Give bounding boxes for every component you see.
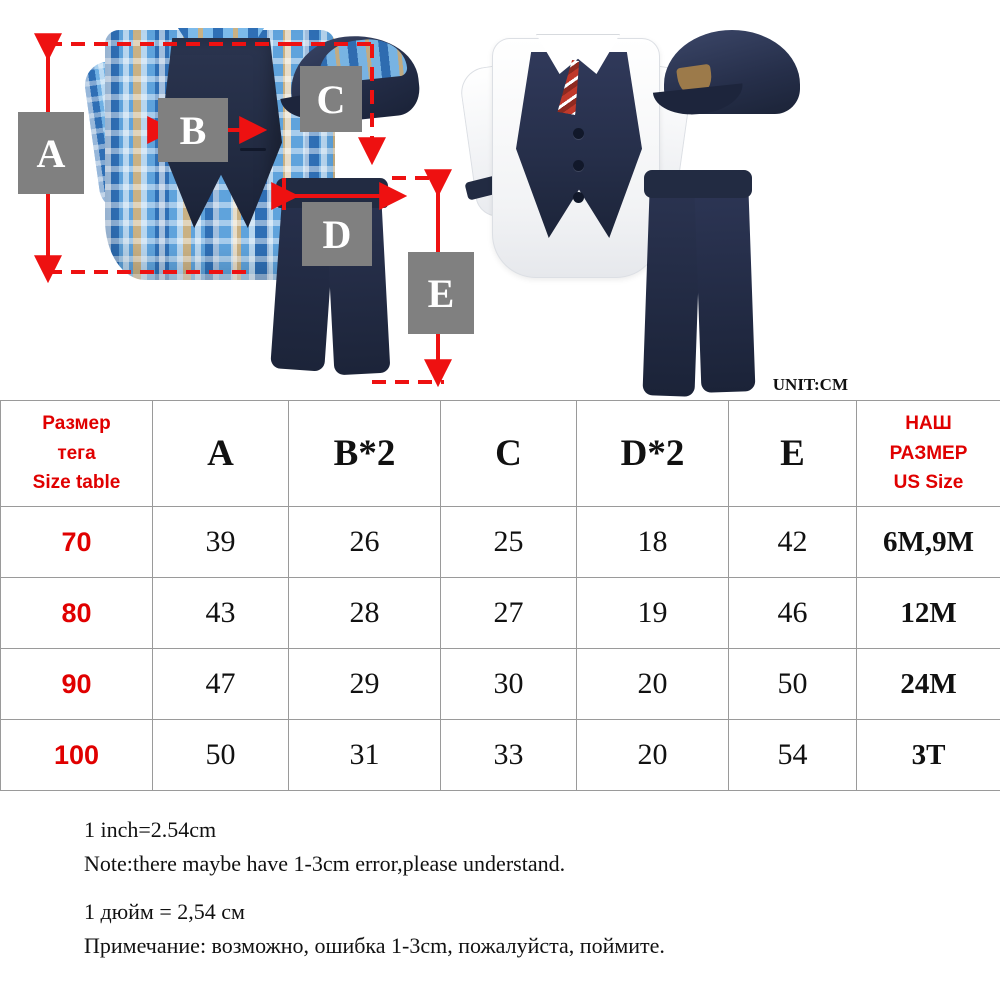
cell-c: 25 [441, 507, 577, 578]
header-col-b2: B*2 [289, 401, 441, 507]
unit-label: UNIT:CM [772, 375, 848, 394]
vest-pocket-right [240, 148, 266, 151]
pants-right-leg-right [695, 191, 756, 393]
table-header-row [1, 401, 1000, 507]
header-size-tag [1, 401, 153, 507]
cell-us-size: 24M [857, 649, 1000, 720]
vest-button-1 [573, 128, 584, 139]
cell-size-tag: 100 [1, 720, 153, 791]
vest-button-2 [573, 160, 584, 171]
measure-tag-d: D [302, 202, 372, 266]
cell-c: 27 [441, 578, 577, 649]
size-table [0, 400, 1000, 791]
cell-e: 42 [729, 507, 857, 578]
cell-d2: 20 [577, 720, 729, 791]
note-error-ru: Примечание: возможно, ошибка 1-3cm, пожалуйста, поймите. [84, 933, 665, 959]
cell-size-tag: 70 [1, 507, 153, 578]
header-size-tag-ru-2: тега [57, 442, 96, 464]
cell-c: 30 [441, 649, 577, 720]
cell-d2: 20 [577, 649, 729, 720]
header-size-table-en: Size table [32, 472, 121, 494]
header-us-size [857, 401, 1000, 507]
cell-e: 54 [729, 720, 857, 791]
cell-us-size: 12M [857, 578, 1000, 649]
measure-tag-e: E [408, 252, 474, 334]
note-inch-en: 1 inch=2.54cm [84, 817, 217, 842]
cell-d2: 19 [577, 578, 729, 649]
cell-b2: 28 [289, 578, 441, 649]
measure-tag-a: A [18, 112, 84, 194]
cell-c: 33 [441, 720, 577, 791]
cell-b2: 29 [289, 649, 441, 720]
note-inch-ru: 1 дюйм = 2,54 см [84, 899, 245, 925]
notes-spacer [84, 881, 1000, 895]
measure-tag-c: C [300, 66, 362, 132]
header-our-size-ru-2: РАЗМЕР [889, 442, 968, 464]
header-col-e: E [729, 401, 857, 507]
header-us-size-en: US Size [893, 472, 964, 494]
table-row [1, 578, 1000, 649]
header-col-c: C [441, 401, 577, 507]
pants-right-waistband [644, 170, 752, 198]
header-our-size-ru-1: НАШ [905, 413, 952, 435]
cell-a: 43 [153, 578, 289, 649]
header-col-a: A [153, 401, 289, 507]
measure-tag-b: B [158, 98, 228, 162]
cell-e: 46 [729, 578, 857, 649]
cell-size-tag: 80 [1, 578, 153, 649]
cell-us-size: 3T [857, 720, 1000, 791]
cell-d2: 18 [577, 507, 729, 578]
cell-a: 47 [153, 649, 289, 720]
cell-a: 39 [153, 507, 289, 578]
product-illustration [0, 0, 1000, 400]
table-row [1, 720, 1000, 791]
header-col-d2: D*2 [577, 401, 729, 507]
navy-pants-right [640, 170, 760, 396]
pants-right-leg-left [642, 191, 701, 397]
table-row [1, 649, 1000, 720]
cell-us-size: 6M,9M [857, 507, 1000, 578]
cell-b2: 31 [289, 720, 441, 791]
notes-section [0, 791, 1000, 963]
note-error-en: Note:there maybe have 1-3cm error,please understand. [84, 851, 566, 877]
cell-b2: 26 [289, 507, 441, 578]
vest-button-3 [573, 192, 584, 203]
cell-e: 50 [729, 649, 857, 720]
cell-size-tag: 90 [1, 649, 153, 720]
table-row [1, 507, 1000, 578]
header-size-tag-ru-1: Размер [42, 413, 111, 435]
cell-a: 50 [153, 720, 289, 791]
